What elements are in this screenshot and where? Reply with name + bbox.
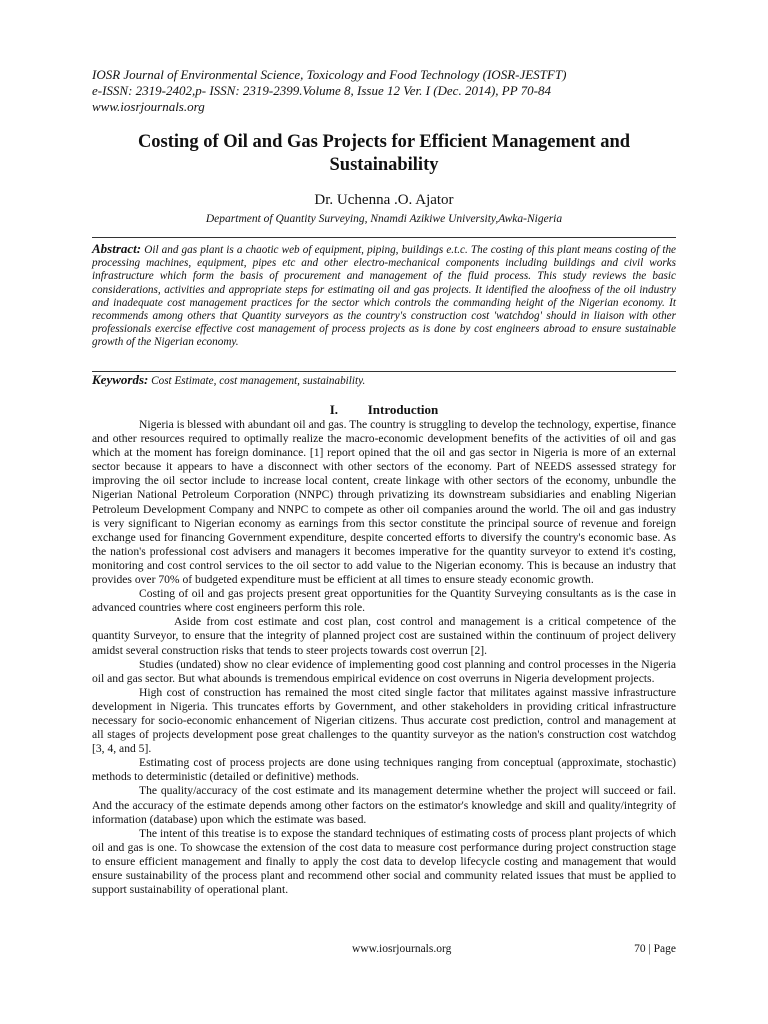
abstract-text: Oil and gas plant is a chaotic web of equipment, piping, buildings e.t.c. The costing of this plant means costing of the processing machines, equipment, pipes etc and other electro-mechanical components including buildings and civil works infrastructure which form the basis of procurement and management of the fluid process. This study reviews the basic considerations, activities and appropriate steps for estimating oil and gas projects. It identified the aloofness of the oil industry and inadequate cost management practices for the sector which controls the commanding height of the Nigerian economy. It recommends among others that Quantity surveyors as the country's construction cost 'watchdog' should in liaison with other professionals exercise effective cost management of process projects as is done by cost engineers abroad to ensure sustainable growth of the Nigerian economy. — [92, 244, 676, 349]
abstract-label: Abstract: — [92, 241, 142, 256]
paragraph: Costing of oil and gas projects present great opportunities for the Quantity Surveying consultants as is the case in advanced countries where cost engineers perform this role. — [92, 587, 676, 615]
paragraph: Estimating cost of process projects are done using techniques ranging from conceptual (approximate, stochastic) methods to deterministic (detailed or definitive) methods. — [92, 756, 676, 784]
author-affiliation: Department of Quantity Surveying, Nnamdi Azikiwe University,Awka-Nigeria — [205, 213, 563, 225]
abstract — [92, 242, 676, 350]
section-title: Introduction — [367, 402, 439, 417]
body-text — [92, 418, 676, 897]
keywords-text: Cost Estimate, cost management, sustainability. — [151, 375, 366, 387]
paragraph: Aside from cost estimate and cost plan, cost control and management is a critical competence of the quantity Surveyor, to ensure that the integrity of planned project cost are sustained within the continuum of project delivery amidst several construction risks that tends to steer projects towards cost overrun [2]. — [92, 615, 676, 657]
paragraph: The quality/accuracy of the cost estimate and its management determine whether the project will succeed or fail. And the accuracy of the estimate depends among other factors on the estimator's knowledge and skill and quality/integrity of information (database) upon which the estimate was based. — [92, 784, 676, 826]
journal-header — [92, 67, 692, 115]
paragraph: Nigeria is blessed with abundant oil and gas. The country is struggling to develop the technology, expertise, finance and other resources required to optimally realize the macro-economic development benefits of the activities of oil and gas which at the moment has foreign dominance. [1] report opined that the oil and gas sector in Nigeria is more of an external sector because it appears to have a disconnect with other sectors of the economy. Part of NEEDS assessed strategy for improving the oil sector include to increase local content, create linkage with other sectors of the economy, unbundle the Nigerian National Petroleum Corporation (NNPC) through privatizing its downstream subsidiaries and enabling Nigerian Petroleum Development Company and NNPC to compete as other oil companies around the world. The oil and gas industry is very significant to Nigerian economy as earnings from this sector constitute the principal source of revenue and foreign exchange used for financing Government expenditure, despite concerted efforts to diversify the country's economic base. As the nation's professional cost advisers and managers it becomes imperative for the quantity surveyor to extend it's costing, monitoring and cost control services to the oil sector to add value to the Nigerian economy. This is because an industry that provides over 70% of budgeted expenditure must be efficient at all times to ensure steady economic growth. — [92, 418, 676, 587]
section-heading — [92, 402, 676, 418]
keywords-label: Keywords: — [92, 372, 149, 387]
paragraph: High cost of construction has remained the most cited single factor that militates against massive infrastructure development in Nigeria. This truncates efforts by Government, and other stakeholders in providing critical infrastructure necessary for socio-economic enhancement of Nigerian citizens. Thus accurate cost prediction, control and management at all stages of projects development pose great challenges to the quantity surveyor as the nation's construction cost watchdog [3, 4, and 5]. — [92, 685, 676, 756]
page-number: 70 | Page — [634, 943, 676, 955]
section-number: I. — [329, 402, 339, 417]
paragraph: Studies (undated) show no clear evidence of implementing good cost planning and control processes in the Nigeria oil and gas sector. But what abounds is tremendous empirical evidence on cost overruns in Nigeria development projects. — [92, 657, 676, 685]
abstract-top-rule — [92, 237, 676, 238]
paper-title: Costing of Oil and Gas Projects for Efficient Management and Sustainability — [137, 132, 631, 175]
journal-name: IOSR Journal of Environmental Science, Toxicology and Food Technology (IOSR-JESTFT) — [92, 67, 567, 82]
journal-issn: e-ISSN: 2319-2402,p- ISSN: 2319-2399.Volume 8, Issue 12 Ver. I (Dec. 2014), PP 70-84 — [92, 83, 552, 98]
journal-website: www.iosrjournals.org — [92, 99, 205, 114]
author-name: Dr. Uchenna .O. Ajator — [314, 192, 454, 208]
footer-url: www.iosrjournals.org — [352, 943, 452, 955]
keywords — [92, 373, 676, 388]
abstract-bottom-rule — [92, 371, 676, 372]
paragraph: The intent of this treatise is to expose the standard techniques of estimating costs of process plant projects of which oil and gas is one. To showcase the extension of the cost data to measure cost performance during project construction stage to ensure efficient management and finally to apply the cost data to develop lifecycle costing and management that would ensure sustainability of the process plant and recommend other social and community related issues that must be applied to support sustainability of operational plant. — [92, 826, 676, 897]
